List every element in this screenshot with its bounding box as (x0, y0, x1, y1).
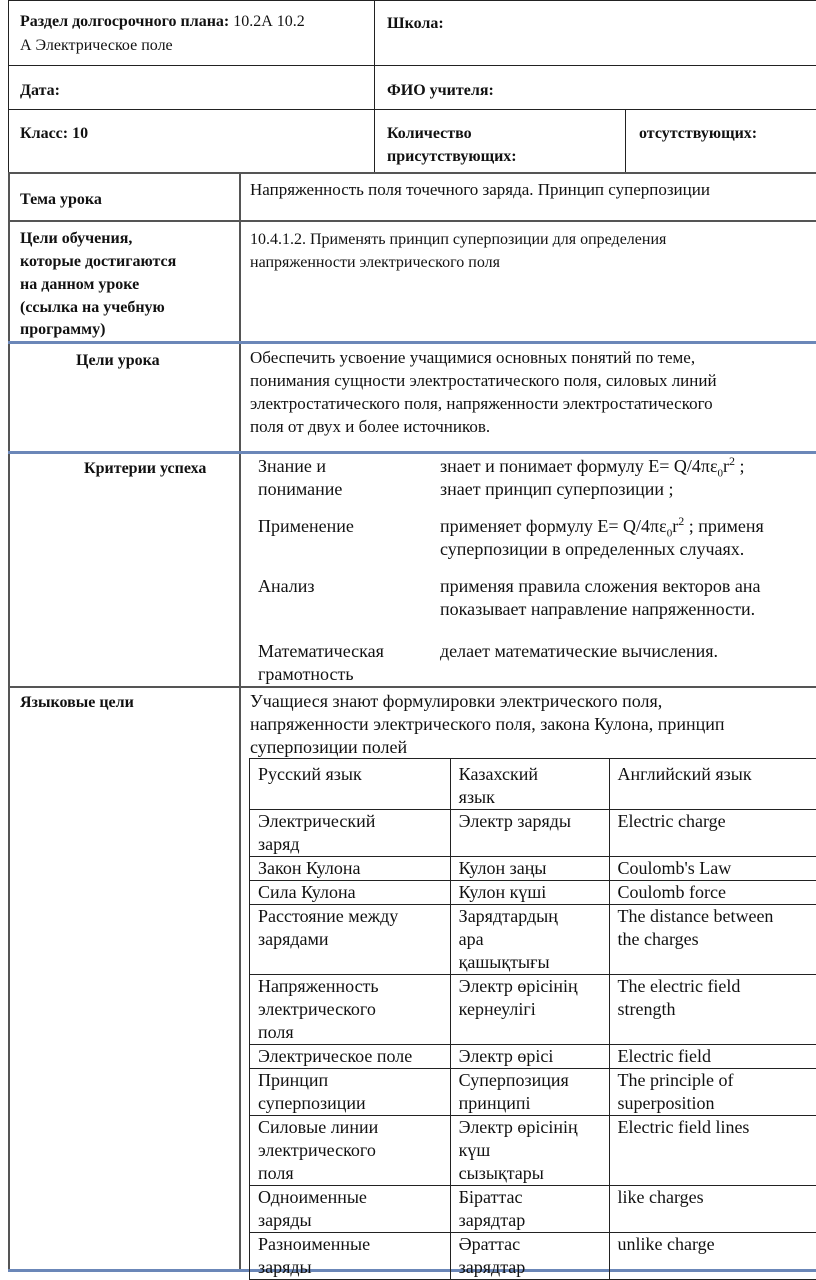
russian-term-cell: Одноименные заряды (250, 1186, 451, 1233)
row-line-4 (8, 220, 816, 222)
school-label: Школа: (387, 13, 444, 35)
criterion-1-desc-1: знает и понимает формулу $E= Q/4\pi\varepsilon_0r^2$ ; (440, 455, 745, 478)
criterion-3-name: Анализ (258, 575, 315, 598)
criterion-4-name-1: Математическая (258, 640, 384, 663)
learning-goals-label-2: которые достигаются (20, 251, 176, 273)
lesson-goals-label: Цели урока (76, 350, 160, 372)
kazakh-term-cell: Кулон күші (450, 881, 609, 905)
table-row (250, 810, 816, 857)
row-line-5 (8, 341, 816, 344)
table-row (250, 905, 816, 975)
lesson-goals-value-1: Обеспечить усвоение учащимися основных понятий по теме, (250, 346, 695, 369)
russian-term-cell: Электрический заряд (250, 810, 451, 857)
learning-goals-value-2: напряженности электрического поля (250, 252, 500, 274)
lesson-goals-value-4: поля от двух и более источников. (250, 415, 490, 438)
table-row (250, 1186, 816, 1233)
kazakh-term-cell: Суперпозиция принципі (450, 1069, 609, 1116)
left-border-body (8, 172, 10, 1272)
english-term-cell: Electric field (609, 1045, 816, 1069)
column-header-english: Английский язык (609, 759, 816, 810)
kazakh-term-cell: Біраттас зарядтар (450, 1186, 609, 1233)
kazakh-term-cell: Әраттас зарядтар (450, 1233, 609, 1280)
column-header-russian: Русский язык (250, 759, 451, 810)
label-column-divider (239, 172, 241, 1272)
learning-goals-label-5: программу) (20, 319, 105, 341)
learning-goals-label-4: (ссылка на учебную (20, 297, 165, 319)
learning-goals-label-3: на данном уроке (20, 274, 139, 296)
kazakh-term-cell: Электр заряды (450, 810, 609, 857)
learning-goals-value-1: 10.4.1.2. Применять принцип суперпозиции для определения (250, 229, 666, 251)
row-line-2 (8, 109, 816, 110)
language-goals-label: Языковые цели (20, 692, 134, 714)
language-goals-value-1: Учащиеся знают формулировки электрического поля, (250, 690, 662, 713)
column-header-kazakh: Казахский язык (450, 759, 609, 810)
language-goals-value-2: напряженности электрического поля, закона Кулона, принцип (250, 713, 725, 736)
table-row (250, 975, 816, 1045)
english-term-cell: Electric field lines (609, 1116, 816, 1186)
section-value-line2: А Электрическое поле (20, 35, 173, 57)
criterion-3-desc-1: применяя правила сложения векторов ана (440, 575, 760, 598)
table-header-row (250, 759, 816, 810)
lesson-goals-value-2: понимания сущности электростатического поля, силовых линий (250, 369, 717, 392)
present-label-line2: присутствующих: (387, 146, 517, 168)
table-row (250, 1233, 816, 1280)
criterion-2-desc-1: применяет формулу $E= Q/4\pi\varepsilon_0r^2$ ; применя (440, 515, 764, 538)
english-term-cell: Coulomb's Law (609, 857, 816, 881)
russian-term-cell: Электрическое поле (250, 1045, 451, 1069)
table-row (250, 857, 816, 881)
english-term-cell: The principle of superposition (609, 1069, 816, 1116)
learning-goals-label-1: Цели обучения, (20, 228, 132, 250)
russian-term-cell: Принцип суперпозиции (250, 1069, 451, 1116)
criterion-1-desc-2: знает принцип суперпозиции ; (440, 478, 674, 501)
criterion-4-desc-1: делает математические вычисления. (440, 640, 718, 663)
row-line-1 (8, 65, 816, 66)
table-row (250, 881, 816, 905)
table-row (250, 1045, 816, 1069)
criterion-3-desc-2: показывает направление напряженности. (440, 598, 755, 621)
russian-term-cell: Силовые линии электрического поля (250, 1116, 451, 1186)
header-divider-1 (374, 0, 375, 172)
russian-term-cell: Напряженность электрического поля (250, 975, 451, 1045)
russian-term-cell: Расстояние между зарядами (250, 905, 451, 975)
criterion-4-name-2: грамотность (258, 663, 354, 686)
english-term-cell: Coulomb force (609, 881, 816, 905)
table-row (250, 1069, 816, 1116)
kazakh-term-cell: Зарядтардың ара қашықтығы (450, 905, 609, 975)
header-divider-2 (625, 110, 626, 172)
kazakh-term-cell: Электр өрісінің кернеулігі (450, 975, 609, 1045)
section-label: Раздел долгосрочного плана: (20, 13, 229, 30)
criterion-2-desc-2: суперпозиции в определенных случаях. (440, 538, 744, 561)
criteria-label: Критерии успеха (84, 458, 206, 480)
english-term-cell: The distance between the charges (609, 905, 816, 975)
english-term-cell: The electric field strength (609, 975, 816, 1045)
section-cell (20, 11, 305, 33)
criterion-1-name-1: Знание и (258, 455, 326, 478)
present-label-line1: Количество (387, 123, 472, 145)
lesson-goals-value-3: электростатического поля, напряженности электростатического (250, 392, 713, 415)
absent-label: отсутствующих: (639, 123, 757, 145)
english-term-cell: unlike charge (609, 1233, 816, 1280)
russian-term-cell: Закон Кулона (250, 857, 451, 881)
class-label: Класс: 10 (20, 123, 88, 145)
russian-term-cell: Разноименные заряды (250, 1233, 451, 1280)
russian-term-cell: Сила Кулона (250, 881, 451, 905)
table-row (250, 1116, 816, 1186)
section-value: 10.2А 10.2 (233, 13, 305, 30)
english-term-cell: Electric charge (609, 810, 816, 857)
row-line-6 (8, 451, 816, 454)
row-line-3 (8, 172, 816, 174)
date-label: Дата: (20, 80, 60, 102)
teacher-label: ФИО учителя: (387, 80, 494, 102)
topic-label: Тема урока (20, 189, 102, 211)
vocabulary-table (249, 758, 816, 1280)
topic-value: Напряженность поля точечного заряда. Принцип суперпозиции (250, 178, 710, 201)
row-line-7 (8, 686, 816, 688)
left-border-top (8, 0, 9, 172)
criterion-2-name: Применение (258, 515, 354, 538)
top-border (8, 0, 816, 1)
english-term-cell: like charges (609, 1186, 816, 1233)
kazakh-term-cell: Кулон заңы (450, 857, 609, 881)
kazakh-term-cell: Электр өрісі (450, 1045, 609, 1069)
kazakh-term-cell: Электр өрісінің күш сызықтары (450, 1116, 609, 1186)
criterion-1-name-2: понимание (258, 478, 342, 501)
language-goals-value-3: суперпозиции полей (250, 736, 407, 759)
